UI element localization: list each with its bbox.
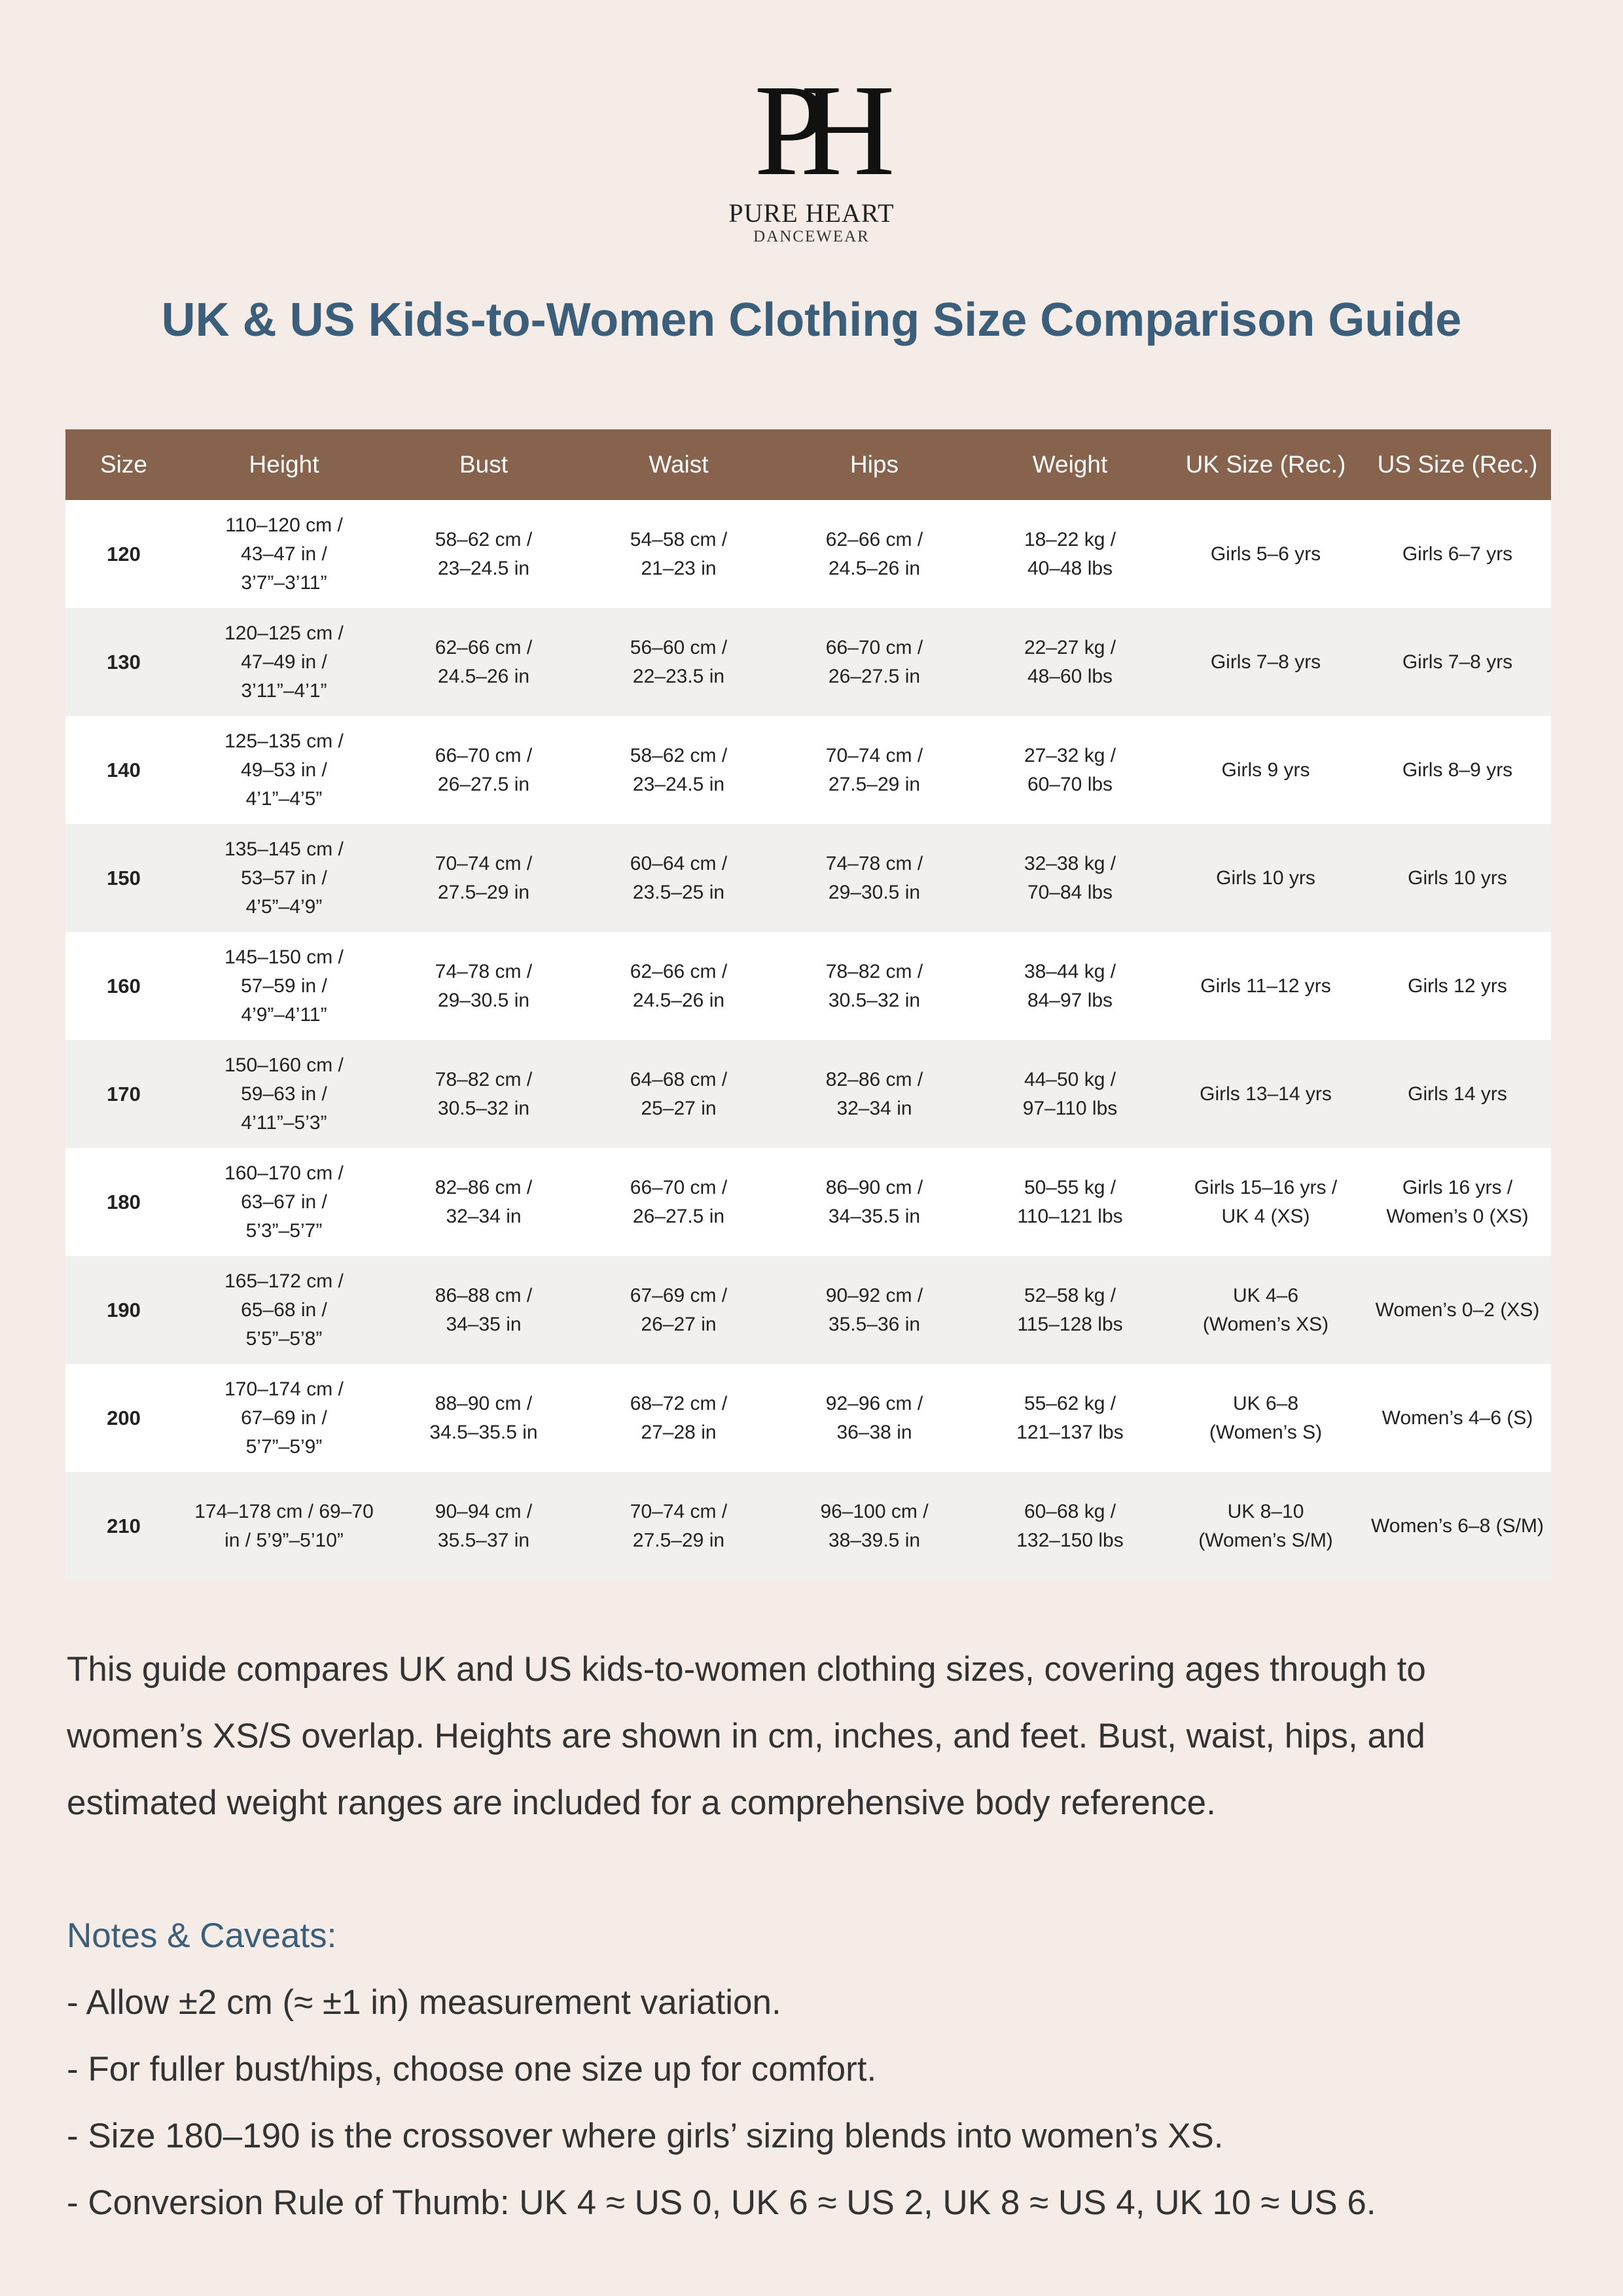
cell-line: Girls 12 yrs [1408, 975, 1507, 997]
header-height: Height [182, 429, 386, 500]
hips-cell [776, 1364, 972, 1472]
bust-cell [386, 1148, 581, 1256]
table-row [65, 500, 1551, 608]
cell-line: 115–128 lbs [1017, 1313, 1123, 1335]
cell-line: Girls 5–6 yrs [1210, 543, 1321, 565]
waist-cell [581, 824, 776, 932]
height-cell [182, 1472, 386, 1580]
note-item: - Size 180–190 is the crossover where girls’ sizing blends into women’s XS. [67, 2117, 1224, 2155]
intro-line: estimated weight ranges are included for a comprehensive body reference. [67, 1784, 1216, 1822]
size-cell: 160 [65, 932, 182, 1040]
cell-line: 132–150 lbs [1016, 1529, 1124, 1551]
cell-line: 90–94 cm / [435, 1500, 533, 1522]
cell-line: 74–78 cm / [825, 852, 923, 874]
uk-size-cell [1168, 716, 1364, 824]
cell-line: 48–60 lbs [1027, 665, 1113, 687]
height-cell [182, 824, 386, 932]
cell-line: 62–66 cm / [825, 528, 923, 550]
size-cell: 130 [65, 608, 182, 716]
uk-size-cell [1168, 1040, 1364, 1148]
cell-line: 3’7”–3’11” [241, 571, 327, 594]
cell-line: 66–70 cm / [435, 744, 533, 766]
bust-cell [386, 500, 581, 608]
weight-cell [972, 824, 1168, 932]
cell-line: 27.5–29 in [828, 773, 921, 795]
cell-line: 24.5–26 in [828, 557, 921, 579]
waist-cell [581, 1472, 776, 1580]
cell-line: 29–30.5 in [828, 881, 921, 903]
cell-line: 4’5”–4’9” [245, 895, 323, 918]
cell-line: 5’7”–5’9” [245, 1435, 323, 1458]
cell-line: 4’1”–4’5” [245, 787, 323, 810]
weight-cell [972, 1148, 1168, 1256]
table-row [65, 608, 1551, 716]
height-cell [182, 716, 386, 824]
cell-line: 67–69 in / [241, 1407, 327, 1429]
waist-cell [581, 932, 776, 1040]
cell-line: 23–24.5 in [437, 557, 530, 579]
cell-line: 4’9”–4’11” [241, 1003, 327, 1026]
cell-line: (Women’s S/M) [1198, 1529, 1333, 1551]
uk-size-cell [1168, 932, 1364, 1040]
cell-line: Girls 13–14 yrs [1200, 1083, 1332, 1105]
cell-line: 49–53 in / [241, 759, 327, 781]
cell-line: 145–150 cm / [224, 946, 344, 968]
cell-line: 60–68 kg / [1024, 1500, 1116, 1522]
cell-line: 110–121 lbs [1017, 1205, 1123, 1227]
cell-line: Girls 8–9 yrs [1402, 759, 1513, 781]
bust-cell [386, 824, 581, 932]
cell-line: 150–160 cm / [224, 1054, 344, 1076]
cell-line: 22–23.5 in [632, 665, 725, 687]
weight-cell [972, 716, 1168, 824]
cell-line: 30.5–32 in [828, 989, 921, 1011]
cell-line: 22–27 kg / [1024, 636, 1116, 658]
cell-line: 64–68 cm / [630, 1068, 728, 1090]
cell-line: 36–38 in [836, 1421, 912, 1443]
cell-line: 27–28 in [641, 1421, 717, 1443]
size-comparison-table [65, 429, 1551, 1580]
cell-line: Girls 7–8 yrs [1210, 651, 1321, 673]
table-row [65, 1040, 1551, 1148]
size-cell: 120 [65, 500, 182, 608]
cell-line: 23.5–25 in [632, 881, 725, 903]
brand-logo [720, 58, 903, 246]
height-cell [182, 1040, 386, 1148]
us-size-cell [1364, 1472, 1551, 1580]
cell-line: 35.5–37 in [437, 1529, 530, 1551]
cell-line: 23–24.5 in [632, 773, 725, 795]
cell-line: Girls 16 yrs / [1402, 1176, 1513, 1198]
cell-line: 53–57 in / [241, 867, 327, 889]
cell-line: 26–27.5 in [828, 665, 921, 687]
height-cell [182, 1256, 386, 1364]
cell-line: 29–30.5 in [437, 989, 530, 1011]
cell-line: 67–69 cm / [630, 1284, 728, 1306]
waist-cell [581, 1040, 776, 1148]
cell-line: 70–84 lbs [1027, 881, 1113, 903]
cell-line: 40–48 lbs [1027, 557, 1113, 579]
cell-line: 44–50 kg / [1024, 1068, 1116, 1090]
cell-line: Girls 6–7 yrs [1402, 543, 1513, 565]
cell-line: 26–27.5 in [632, 1205, 725, 1227]
cell-line: 70–74 cm / [825, 744, 923, 766]
weight-cell [972, 1256, 1168, 1364]
cell-line: 3’11”–4’1” [241, 679, 327, 702]
cell-line: 24.5–26 in [632, 989, 725, 1011]
note-item: - Allow ±2 cm (≈ ±1 in) measurement variation. [67, 1983, 781, 2022]
cell-line: 97–110 lbs [1022, 1097, 1118, 1119]
cell-line: 63–67 in / [241, 1191, 327, 1213]
header-hips: Hips [776, 429, 972, 500]
cell-line: 59–63 in / [241, 1083, 327, 1105]
waist-cell [581, 1148, 776, 1256]
bust-cell [386, 932, 581, 1040]
cell-line: 160–170 cm / [224, 1162, 344, 1184]
cell-line: 135–145 cm / [224, 838, 344, 860]
cell-line: 58–62 cm / [630, 744, 728, 766]
size-cell: 190 [65, 1256, 182, 1364]
cell-line: 62–66 cm / [630, 960, 728, 982]
us-size-cell [1364, 716, 1551, 824]
us-size-cell [1364, 1256, 1551, 1364]
uk-size-cell [1168, 1472, 1364, 1580]
brand-name: PURE HEART [728, 198, 895, 228]
uk-size-cell [1168, 1364, 1364, 1472]
intro-paragraph [67, 1636, 1565, 1837]
header-size: Size [65, 429, 182, 500]
uk-size-cell [1168, 824, 1364, 932]
cell-line: 82–86 cm / [435, 1176, 533, 1198]
cell-line: 5’3”–5’7” [245, 1219, 323, 1242]
bust-cell [386, 1364, 581, 1472]
weight-cell [972, 1472, 1168, 1580]
uk-size-cell [1168, 1256, 1364, 1364]
table-row [65, 1472, 1551, 1580]
size-cell: 200 [65, 1364, 182, 1472]
uk-size-cell [1168, 1148, 1364, 1256]
cell-line: Women’s 0–2 (XS) [1375, 1299, 1540, 1321]
cell-line: 47–49 in / [241, 651, 327, 673]
waist-cell [581, 1256, 776, 1364]
brand-monogram: PH [754, 58, 869, 203]
weight-cell [972, 500, 1168, 608]
cell-line: 24.5–26 in [437, 665, 530, 687]
cell-line: 27.5–29 in [437, 881, 530, 903]
page-title: UK & US Kids-to-Women Clothing Size Comparison Guide [161, 294, 1462, 346]
cell-line: 78–82 cm / [435, 1068, 533, 1090]
cell-line: 43–47 in / [241, 543, 327, 565]
height-cell [182, 1148, 386, 1256]
weight-cell [972, 1040, 1168, 1148]
size-cell: 210 [65, 1472, 182, 1580]
waist-cell [581, 500, 776, 608]
cell-line: (Women’s XS) [1202, 1313, 1329, 1335]
cell-line: 78–82 cm / [825, 960, 923, 982]
cell-line: 58–62 cm / [435, 528, 533, 550]
height-cell [182, 932, 386, 1040]
cell-line: 74–78 cm / [435, 960, 533, 982]
us-size-cell [1364, 500, 1551, 608]
bust-cell [386, 1040, 581, 1148]
hips-cell [776, 1148, 972, 1256]
cell-line: 174–178 cm / 69–70 [194, 1500, 374, 1522]
notes-section [67, 1903, 1565, 2236]
table-row [65, 1256, 1551, 1364]
cell-line: Girls 11–12 yrs [1200, 975, 1331, 997]
notes-heading: Notes & Caveats: [67, 1916, 337, 1955]
hips-cell [776, 824, 972, 932]
cell-line: 170–174 cm / [224, 1378, 344, 1400]
cell-line: Women’s 6–8 (S/M) [1371, 1515, 1544, 1537]
header-bust: Bust [386, 429, 581, 500]
cell-line: 96–100 cm / [820, 1500, 929, 1522]
weight-cell [972, 608, 1168, 716]
brand-subtitle: DANCEWEAR [753, 228, 870, 245]
height-cell [182, 608, 386, 716]
cell-line: 86–90 cm / [825, 1176, 923, 1198]
table-row [65, 824, 1551, 932]
bust-cell [386, 1256, 581, 1364]
height-cell [182, 1364, 386, 1472]
hips-cell [776, 932, 972, 1040]
us-size-cell [1364, 1364, 1551, 1472]
note-item: - For fuller bust/hips, choose one size up for comfort. [67, 2050, 877, 2089]
cell-line: 35.5–36 in [828, 1313, 921, 1335]
cell-line: UK 6–8 [1232, 1392, 1299, 1414]
cell-line: 25–27 in [641, 1097, 717, 1119]
cell-line: 26–27.5 in [437, 773, 530, 795]
cell-line: 165–172 cm / [224, 1270, 344, 1292]
cell-line: 68–72 cm / [630, 1392, 728, 1414]
cell-line: 66–70 cm / [630, 1176, 728, 1198]
cell-line: UK 4–6 [1232, 1284, 1299, 1306]
size-cell: 150 [65, 824, 182, 932]
cell-line: 38–39.5 in [828, 1529, 921, 1551]
cell-line: 60–70 lbs [1027, 773, 1113, 795]
cell-line: 34–35 in [446, 1313, 522, 1335]
us-size-cell [1364, 932, 1551, 1040]
cell-line: 70–74 cm / [435, 852, 533, 874]
cell-line: 90–92 cm / [825, 1284, 923, 1306]
hips-cell [776, 1256, 972, 1364]
cell-line: 57–59 in / [241, 975, 327, 997]
cell-line: 54–58 cm / [630, 528, 728, 550]
cell-line: 56–60 cm / [630, 636, 728, 658]
waist-cell [581, 716, 776, 824]
cell-line: 26–27 in [641, 1313, 717, 1335]
size-cell: 140 [65, 716, 182, 824]
cell-line: 32–38 kg / [1024, 852, 1116, 874]
cell-line: 27.5–29 in [632, 1529, 725, 1551]
cell-line: 84–97 lbs [1027, 989, 1113, 1011]
header-uk-size: UK Size (Rec.) [1168, 429, 1364, 500]
cell-line: 121–137 lbs [1016, 1421, 1124, 1443]
cell-line: 110–120 cm / [225, 514, 343, 536]
uk-size-cell [1168, 608, 1364, 716]
cell-line: 21–23 in [641, 557, 717, 579]
table-row [65, 1148, 1551, 1256]
cell-line: 32–34 in [836, 1097, 912, 1119]
cell-line: 55–62 kg / [1024, 1392, 1116, 1414]
header-waist: Waist [581, 429, 776, 500]
size-cell: 170 [65, 1040, 182, 1148]
bust-cell [386, 608, 581, 716]
weight-cell [972, 1364, 1168, 1472]
table-header-row [65, 429, 1551, 500]
cell-line: Girls 7–8 yrs [1402, 651, 1513, 673]
header-weight: Weight [972, 429, 1168, 500]
cell-line: (Women’s S) [1209, 1421, 1323, 1443]
table-row [65, 716, 1551, 824]
cell-line: Girls 15–16 yrs / [1194, 1176, 1338, 1198]
cell-line: 5’5”–5’8” [245, 1327, 323, 1350]
hips-cell [776, 716, 972, 824]
cell-line: 30.5–32 in [437, 1097, 530, 1119]
hips-cell [776, 1040, 972, 1148]
cell-line: Women’s 4–6 (S) [1382, 1407, 1533, 1429]
cell-line: 18–22 kg / [1024, 528, 1116, 550]
cell-line: Girls 10 yrs [1216, 867, 1315, 889]
cell-line: 62–66 cm / [435, 636, 533, 658]
cell-line: 34–35.5 in [828, 1205, 921, 1227]
intro-line: This guide compares UK and US kids-to-women clothing sizes, covering ages through to [67, 1650, 1426, 1689]
waist-cell [581, 608, 776, 716]
table-row [65, 932, 1551, 1040]
us-size-cell [1364, 608, 1551, 716]
cell-line: Women’s 0 (XS) [1386, 1205, 1529, 1227]
cell-line: 82–86 cm / [825, 1068, 923, 1090]
cell-line: 70–74 cm / [630, 1500, 728, 1522]
cell-line: 4’11”–5’3” [241, 1111, 327, 1134]
cell-line: 52–58 kg / [1024, 1284, 1116, 1306]
hips-cell [776, 1472, 972, 1580]
height-cell [182, 500, 386, 608]
weight-cell [972, 932, 1168, 1040]
cell-line: 86–88 cm / [435, 1284, 533, 1306]
waist-cell [581, 1364, 776, 1472]
cell-line: 27–32 kg / [1024, 744, 1116, 766]
hips-cell [776, 608, 972, 716]
cell-line: 66–70 cm / [825, 636, 923, 658]
us-size-cell [1364, 1040, 1551, 1148]
cell-line: 50–55 kg / [1024, 1176, 1116, 1198]
note-item: - Conversion Rule of Thumb: UK 4 ≈ US 0, UK 6 ≈ US 2, UK 8 ≈ US 4, UK 10 ≈ US 6. [67, 2183, 1376, 2222]
uk-size-cell [1168, 500, 1364, 608]
cell-line: Girls 10 yrs [1408, 867, 1507, 889]
bust-cell [386, 716, 581, 824]
cell-line: 120–125 cm / [224, 622, 344, 644]
bust-cell [386, 1472, 581, 1580]
cell-line: Girls 9 yrs [1221, 759, 1310, 781]
cell-line: 88–90 cm / [435, 1392, 533, 1414]
size-cell: 180 [65, 1148, 182, 1256]
cell-line: 32–34 in [446, 1205, 522, 1227]
header-us-size: US Size (Rec.) [1364, 429, 1551, 500]
us-size-cell [1364, 1148, 1551, 1256]
hips-cell [776, 500, 972, 608]
cell-line: 60–64 cm / [630, 852, 728, 874]
cell-line: in / 5’9”–5’10” [224, 1529, 344, 1551]
cell-line: 125–135 cm / [224, 730, 344, 752]
intro-line: women’s XS/S overlap. Heights are shown in cm, inches, and feet. Bust, waist, hips, and [67, 1717, 1425, 1755]
us-size-cell [1364, 824, 1551, 932]
cell-line: 34.5–35.5 in [429, 1421, 538, 1443]
cell-line: Girls 14 yrs [1408, 1083, 1507, 1105]
cell-line: 92–96 cm / [825, 1392, 923, 1414]
table-row [65, 1364, 1551, 1472]
cell-line: UK 8–10 [1227, 1500, 1304, 1522]
cell-line: UK 4 (XS) [1221, 1205, 1310, 1227]
cell-line: 65–68 in / [241, 1299, 327, 1321]
cell-line: 38–44 kg / [1024, 960, 1116, 982]
